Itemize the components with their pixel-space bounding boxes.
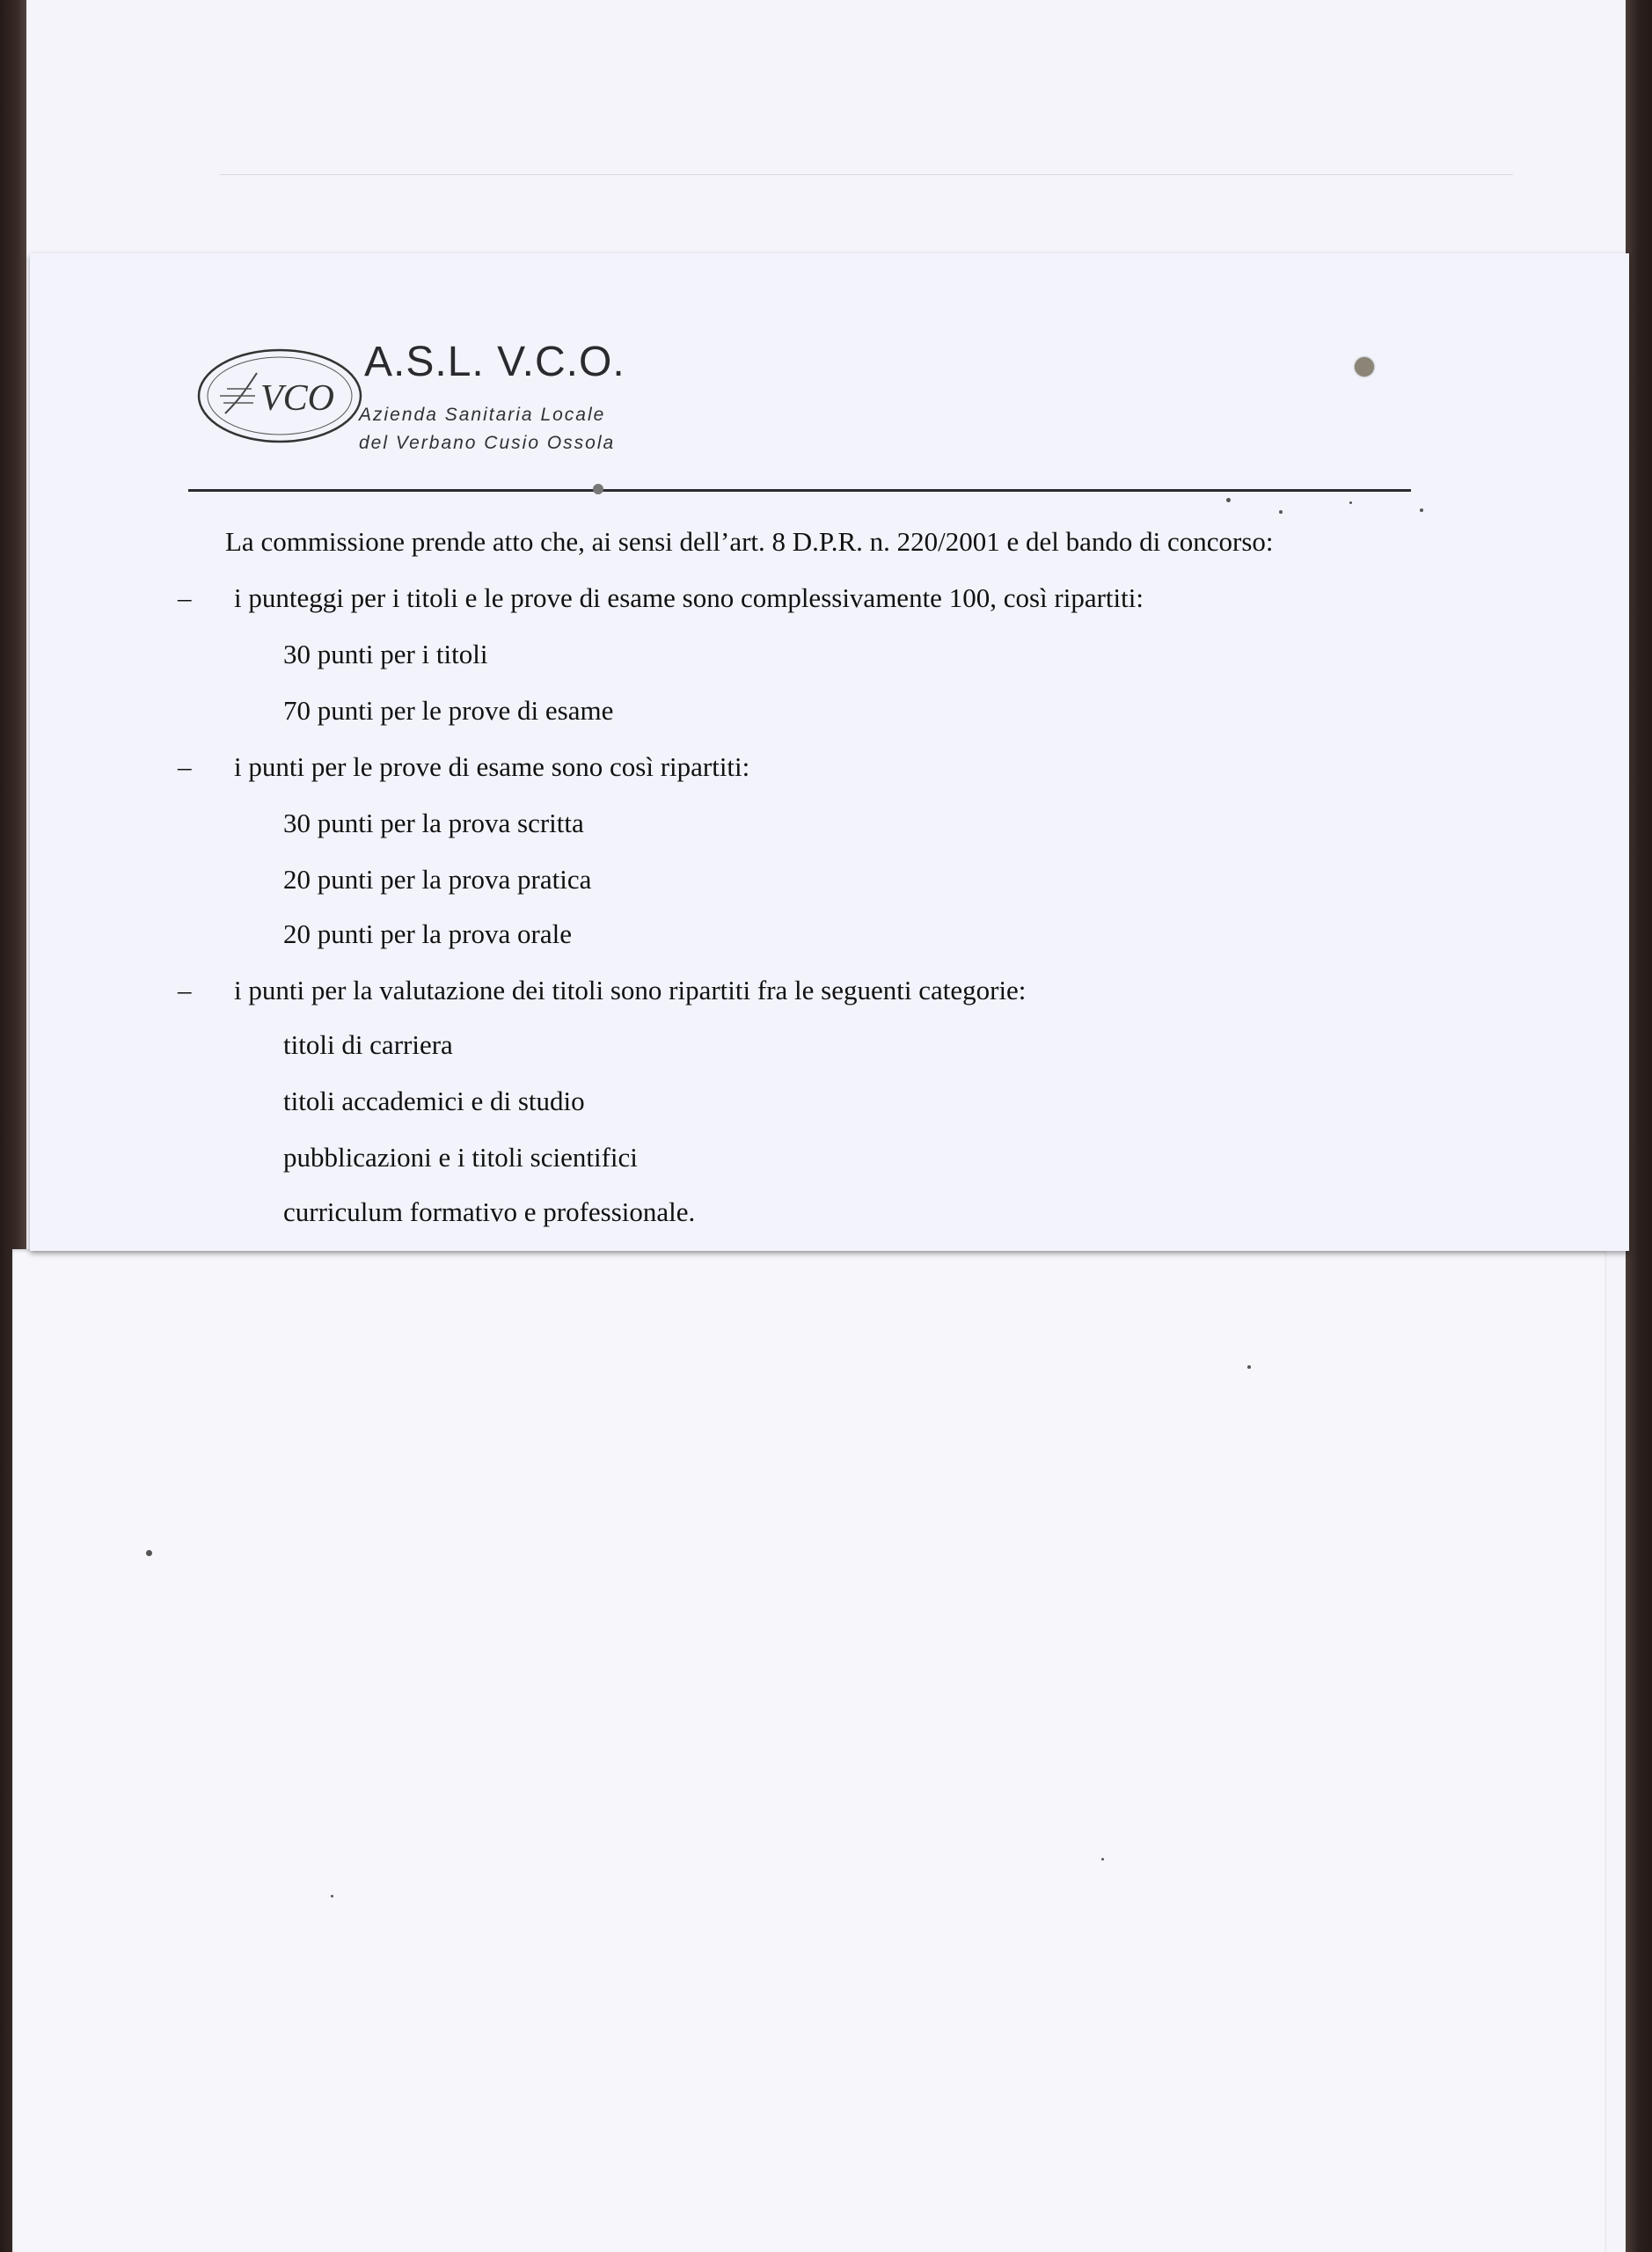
- scan-speck: [1349, 501, 1352, 504]
- asl-seal-logo: [194, 345, 366, 447]
- scan-speck: [593, 484, 603, 494]
- organization-title: A.S.L. V.C.O.: [364, 339, 625, 385]
- section-3-item: pubblicazioni e i titoli scientifici: [283, 1142, 638, 1173]
- scan-speck: [1247, 1365, 1251, 1369]
- section-3-text: i punti per la valutazione dei titoli sono ripartiti fra le seguenti categorie:: [234, 975, 1027, 1005]
- scan-speck: [1226, 498, 1231, 502]
- scan-speck: [146, 1550, 152, 1556]
- section-2-item: 30 punti per la prova scritta: [283, 808, 584, 838]
- section-1-item: 70 punti per le prove di esame: [283, 695, 614, 726]
- scan-speck: [1420, 508, 1423, 512]
- section-3-item: titoli di carriera: [283, 1029, 453, 1060]
- section-2-item: 20 punti per la prova orale: [283, 918, 572, 949]
- organization-subtitle-line2: del Verbano Cusio Ossola: [359, 433, 616, 453]
- scan-border-right: [1626, 0, 1652, 2252]
- bullet-marker: –: [178, 582, 192, 613]
- document-page: [30, 253, 1629, 1251]
- scan-speck: [1101, 1858, 1104, 1861]
- section-2-text: i punti per le prove di esame sono così ripartiti:: [234, 751, 750, 782]
- section-3-item: curriculum formativo e professionale.: [283, 1196, 696, 1227]
- section-2-item: 20 punti per la prova pratica: [283, 864, 592, 895]
- organization-subtitle-line1: Azienda Sanitaria Locale: [359, 405, 606, 425]
- seal-text: VCO: [260, 378, 334, 419]
- header-divider: [188, 489, 1411, 492]
- intro-paragraph: La commissione prende atto che, ai sensi dell’art. 8 D.P.R. n. 220/2001 e del bando di concorso:: [225, 526, 1274, 557]
- section-1-item: 30 punti per i titoli: [283, 639, 488, 669]
- back-sheet-lower-page: [12, 1249, 1606, 2252]
- bullet-marker: –: [178, 751, 192, 782]
- section-3-item: titoli accademici e di studio: [283, 1086, 585, 1116]
- section-1-text: i punteggi per i titoli e le prove di esame sono complessivamente 100, così ripartiti:: [234, 582, 1144, 613]
- scan-speck: [331, 1895, 333, 1897]
- binder-hole-mark: [1355, 357, 1374, 377]
- scan-speck: [1279, 510, 1283, 514]
- bleed-through-rule: [220, 174, 1513, 175]
- bullet-marker: –: [178, 975, 192, 1005]
